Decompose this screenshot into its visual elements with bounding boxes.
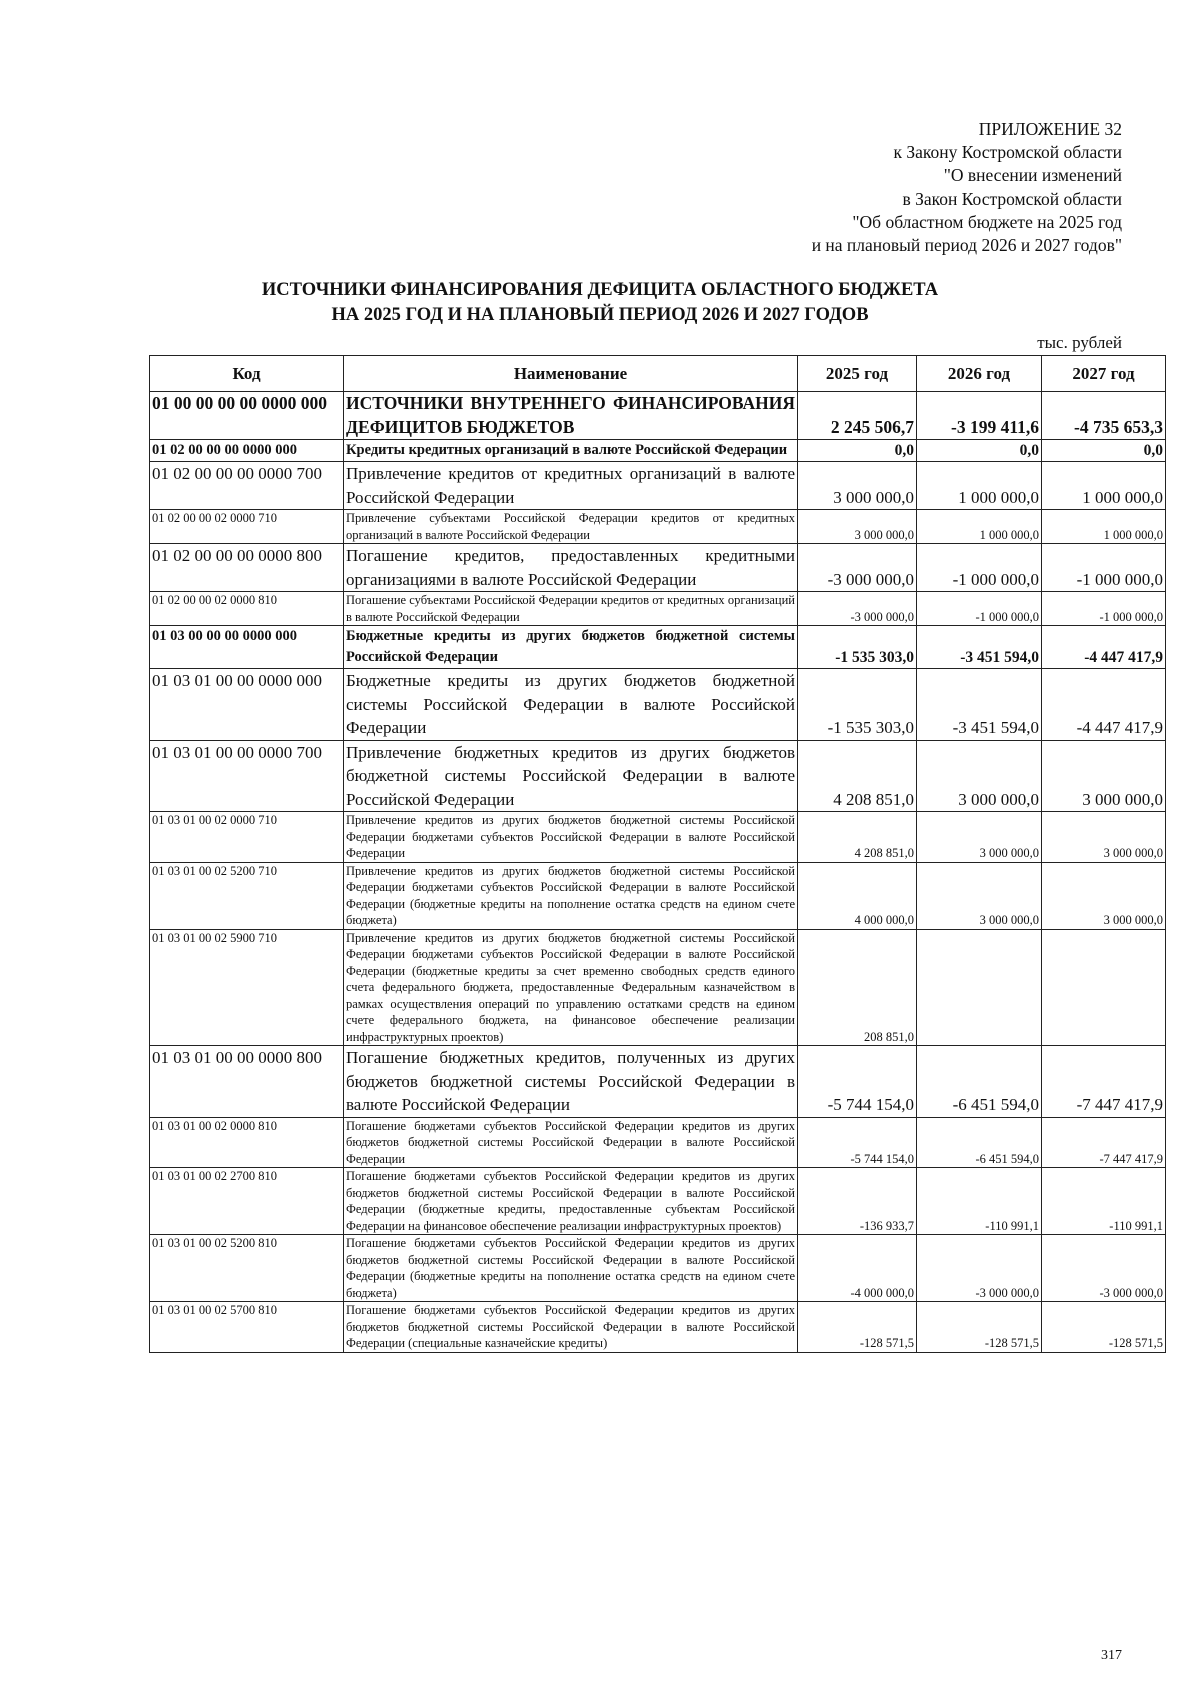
row-value-2027: 0,0 bbox=[1042, 440, 1166, 462]
row-value-2025: 2 245 506,7 bbox=[798, 392, 917, 440]
table-row bbox=[150, 1168, 1166, 1235]
row-value-2026: 1 000 000,0 bbox=[917, 462, 1042, 510]
table-row bbox=[150, 462, 1166, 510]
row-code: 01 02 00 00 00 0000 000 bbox=[150, 440, 344, 462]
header-line: ПРИЛОЖЕНИЕ 32 bbox=[978, 119, 1122, 139]
row-value-2027: -4 735 653,3 bbox=[1042, 392, 1166, 440]
header-line: в Закон Костромской области bbox=[902, 188, 1122, 209]
row-code: 01 03 01 00 02 5200 710 bbox=[150, 862, 344, 929]
table-row bbox=[150, 392, 1166, 440]
row-value-2026: -3 451 594,0 bbox=[917, 626, 1042, 669]
row-name: Погашение бюджетами субъектов Российской Федерации кредитов из других бюджетов бюджетной системы Российской Федерации в валюте Российской Федерации (бюджетные кредиты, предоставленные субъектам Российской Федерации на финансовое обеспечение реализации инфраструктурных проектов) bbox=[344, 1168, 798, 1235]
row-value-2025: 3 000 000,0 bbox=[798, 462, 917, 510]
row-name: Привлечение субъектами Российской Федерации кредитов от кредитных организаций в валюте Российской Федерации bbox=[344, 510, 798, 544]
row-value-2027: 3 000 000,0 bbox=[1042, 740, 1166, 812]
row-value-2027: -110 991,1 bbox=[1042, 1168, 1166, 1235]
row-value-2026: 3 000 000,0 bbox=[917, 862, 1042, 929]
row-value-2025: 3 000 000,0 bbox=[798, 510, 917, 544]
page-number: 317 bbox=[1101, 1648, 1122, 1663]
table-row bbox=[150, 1235, 1166, 1302]
row-name: Привлечение бюджетных кредитов из других бюджетов бюджетной системы Российской Федерации в валюте Российской Федерации bbox=[344, 740, 798, 812]
table-row bbox=[150, 929, 1166, 1046]
row-value-2025: 4 208 851,0 bbox=[798, 812, 917, 863]
table-row bbox=[150, 440, 1166, 462]
row-code: 01 02 00 00 00 0000 700 bbox=[150, 462, 344, 510]
row-code: 01 03 01 00 02 5700 810 bbox=[150, 1302, 344, 1353]
row-value-2026: -3 451 594,0 bbox=[917, 669, 1042, 741]
row-value-2026: 3 000 000,0 bbox=[917, 812, 1042, 863]
row-name: Привлечение кредитов от кредитных организаций в валюте Российской Федерации bbox=[344, 462, 798, 510]
row-code: 01 02 00 00 02 0000 710 bbox=[150, 510, 344, 544]
row-value-2027: -128 571,5 bbox=[1042, 1302, 1166, 1353]
row-value-2027: 1 000 000,0 bbox=[1042, 510, 1166, 544]
row-value-2025: 208 851,0 bbox=[798, 929, 917, 1046]
row-value-2027: -4 447 417,9 bbox=[1042, 626, 1166, 669]
row-name: Привлечение кредитов из других бюджетов бюджетной системы Российской Федерации бюджетами субъектов Российской Федерации в валюте Российской Федерации (бюджетные кредиты за счет временно свободных средств единого счета федерального бюджета, предоставленные Федеральным казначейством в рамках осуществления операций по управлению остатками средств на едином счете федерального бюджета, на финансовое обеспечение реализации инфраструктурных проектов) bbox=[344, 929, 798, 1046]
row-name: Погашение субъектами Российской Федерации кредитов от кредитных организаций в валюте Российской Федерации bbox=[344, 592, 798, 626]
table-row bbox=[150, 592, 1166, 626]
row-name: Погашение бюджетных кредитов, полученных из других бюджетов бюджетной системы Российской Федерации в валюте Российской Федерации bbox=[344, 1046, 798, 1118]
row-code: 01 03 01 00 02 5900 710 bbox=[150, 929, 344, 1046]
row-name: Привлечение кредитов из других бюджетов бюджетной системы Российской Федерации бюджетами субъектов Российской Федерации в валюте Российской Федерации bbox=[344, 812, 798, 863]
row-code: 01 03 01 00 00 0000 800 bbox=[150, 1046, 344, 1118]
row-value-2025: -136 933,7 bbox=[798, 1168, 917, 1235]
table-row bbox=[150, 669, 1166, 741]
row-code: 01 00 00 00 00 0000 000 bbox=[150, 392, 344, 440]
row-code: 01 03 00 00 00 0000 000 bbox=[150, 626, 344, 669]
row-code: 01 03 01 00 00 0000 700 bbox=[150, 740, 344, 812]
header-2025: 2025 год bbox=[798, 356, 917, 392]
row-value-2025: -1 535 303,0 bbox=[798, 669, 917, 741]
row-value-2025: 0,0 bbox=[798, 440, 917, 462]
row-value-2025: -3 000 000,0 bbox=[798, 544, 917, 592]
row-value-2027: -4 447 417,9 bbox=[1042, 669, 1166, 741]
appendix-header bbox=[812, 118, 1122, 257]
table-row bbox=[150, 740, 1166, 812]
header-name: Наименование bbox=[344, 356, 798, 392]
header-line: "О внесении изменений bbox=[943, 165, 1122, 186]
row-code: 01 02 00 00 00 0000 800 bbox=[150, 544, 344, 592]
row-code: 01 03 01 00 02 5200 810 bbox=[150, 1235, 344, 1302]
row-code: 01 03 01 00 02 0000 810 bbox=[150, 1117, 344, 1168]
row-name: Погашение бюджетами субъектов Российской Федерации кредитов из других бюджетов бюджетной системы Российской Федерации в валюте Российской Федерации bbox=[344, 1117, 798, 1168]
row-value-2026: -110 991,1 bbox=[917, 1168, 1042, 1235]
row-value-2027: 1 000 000,0 bbox=[1042, 462, 1166, 510]
row-value-2027: -3 000 000,0 bbox=[1042, 1235, 1166, 1302]
row-value-2025: -128 571,5 bbox=[798, 1302, 917, 1353]
table-row bbox=[150, 812, 1166, 863]
row-value-2026: -6 451 594,0 bbox=[917, 1046, 1042, 1118]
table-row bbox=[150, 510, 1166, 544]
row-value-2026 bbox=[917, 929, 1042, 1046]
row-value-2025: -4 000 000,0 bbox=[798, 1235, 917, 1302]
row-value-2026: -3 199 411,6 bbox=[917, 392, 1042, 440]
header-line: "Об областном бюджете на 2025 год bbox=[852, 211, 1122, 232]
title-line-1: ИСТОЧНИКИ ФИНАНСИРОВАНИЯ ДЕФИЦИТА ОБЛАСТНОГО БЮДЖЕТА bbox=[261, 280, 939, 300]
row-name: Погашение бюджетами субъектов Российской Федерации кредитов из других бюджетов бюджетной системы Российской Федерации в валюте Российской Федерации (бюджетные кредиты на пополнение остатка средств на едином счете бюджета) bbox=[344, 1235, 798, 1302]
row-name: Бюджетные кредиты из других бюджетов бюджетной системы Российской Федерации bbox=[344, 626, 798, 669]
row-value-2026: -1 000 000,0 bbox=[917, 592, 1042, 626]
row-value-2025: 4 000 000,0 bbox=[798, 862, 917, 929]
header-line: и на плановый период 2026 и 2027 годов" bbox=[811, 235, 1122, 256]
row-value-2027 bbox=[1042, 929, 1166, 1046]
table-row bbox=[150, 1302, 1166, 1353]
table-row bbox=[150, 1117, 1166, 1168]
row-value-2027: 3 000 000,0 bbox=[1042, 862, 1166, 929]
row-value-2026: 3 000 000,0 bbox=[917, 740, 1042, 812]
row-value-2026: -128 571,5 bbox=[917, 1302, 1042, 1353]
row-value-2025: -1 535 303,0 bbox=[798, 626, 917, 669]
row-name: Кредиты кредитных организаций в валюте Российской Федерации bbox=[344, 440, 798, 462]
table-row bbox=[150, 1046, 1166, 1118]
row-name: Погашение бюджетами субъектов Российской Федерации кредитов из других бюджетов бюджетной системы Российской Федерации в валюте Российской Федерации (специальные казначейские кредиты) bbox=[344, 1302, 798, 1353]
financing-table bbox=[149, 355, 1166, 1353]
table-row bbox=[150, 862, 1166, 929]
table-header-row bbox=[150, 356, 1166, 392]
row-value-2027: -7 447 417,9 bbox=[1042, 1117, 1166, 1168]
header-2027: 2027 год bbox=[1042, 356, 1166, 392]
header-line: к Закону Костромской области bbox=[893, 142, 1122, 163]
row-value-2027: 3 000 000,0 bbox=[1042, 812, 1166, 863]
row-name: ИСТОЧНИКИ ВНУТРЕННЕГО ФИНАНСИРОВАНИЯ ДЕФИЦИТОВ БЮДЖЕТОВ bbox=[344, 392, 798, 440]
row-value-2027: -7 447 417,9 bbox=[1042, 1046, 1166, 1118]
row-value-2026: -1 000 000,0 bbox=[917, 544, 1042, 592]
table-row bbox=[150, 544, 1166, 592]
row-value-2026: -3 000 000,0 bbox=[917, 1235, 1042, 1302]
table-row bbox=[150, 626, 1166, 669]
row-value-2026: 0,0 bbox=[917, 440, 1042, 462]
row-code: 01 02 00 00 02 0000 810 bbox=[150, 592, 344, 626]
document-title bbox=[0, 278, 1200, 328]
row-value-2027: -1 000 000,0 bbox=[1042, 544, 1166, 592]
title-line-2: НА 2025 ГОД И НА ПЛАНОВЫЙ ПЕРИОД 2026 И 2027 ГОДОВ bbox=[331, 305, 869, 325]
row-name: Привлечение кредитов из других бюджетов бюджетной системы Российской Федерации бюджетами субъектов Российской Федерации в валюте Российской Федерации (бюджетные кредиты на пополнение остатка средств на едином счете бюджета) bbox=[344, 862, 798, 929]
units-label: тыс. рублей bbox=[1037, 333, 1122, 352]
row-value-2026: 1 000 000,0 bbox=[917, 510, 1042, 544]
row-code: 01 03 01 00 02 0000 710 bbox=[150, 812, 344, 863]
row-value-2027: -1 000 000,0 bbox=[1042, 592, 1166, 626]
header-code: Код bbox=[150, 356, 344, 392]
row-value-2025: -5 744 154,0 bbox=[798, 1046, 917, 1118]
row-name: Погашение кредитов, предоставленных кредитными организациями в валюте Российской Федерации bbox=[344, 544, 798, 592]
row-value-2025: -5 744 154,0 bbox=[798, 1117, 917, 1168]
row-name: Бюджетные кредиты из других бюджетов бюджетной системы Российской Федерации в валюте Российской Федерации bbox=[344, 669, 798, 741]
row-value-2025: 4 208 851,0 bbox=[798, 740, 917, 812]
row-value-2026: -6 451 594,0 bbox=[917, 1117, 1042, 1168]
row-code: 01 03 01 00 02 2700 810 bbox=[150, 1168, 344, 1235]
row-code: 01 03 01 00 00 0000 000 bbox=[150, 669, 344, 741]
row-value-2025: -3 000 000,0 bbox=[798, 592, 917, 626]
header-2026: 2026 год bbox=[917, 356, 1042, 392]
